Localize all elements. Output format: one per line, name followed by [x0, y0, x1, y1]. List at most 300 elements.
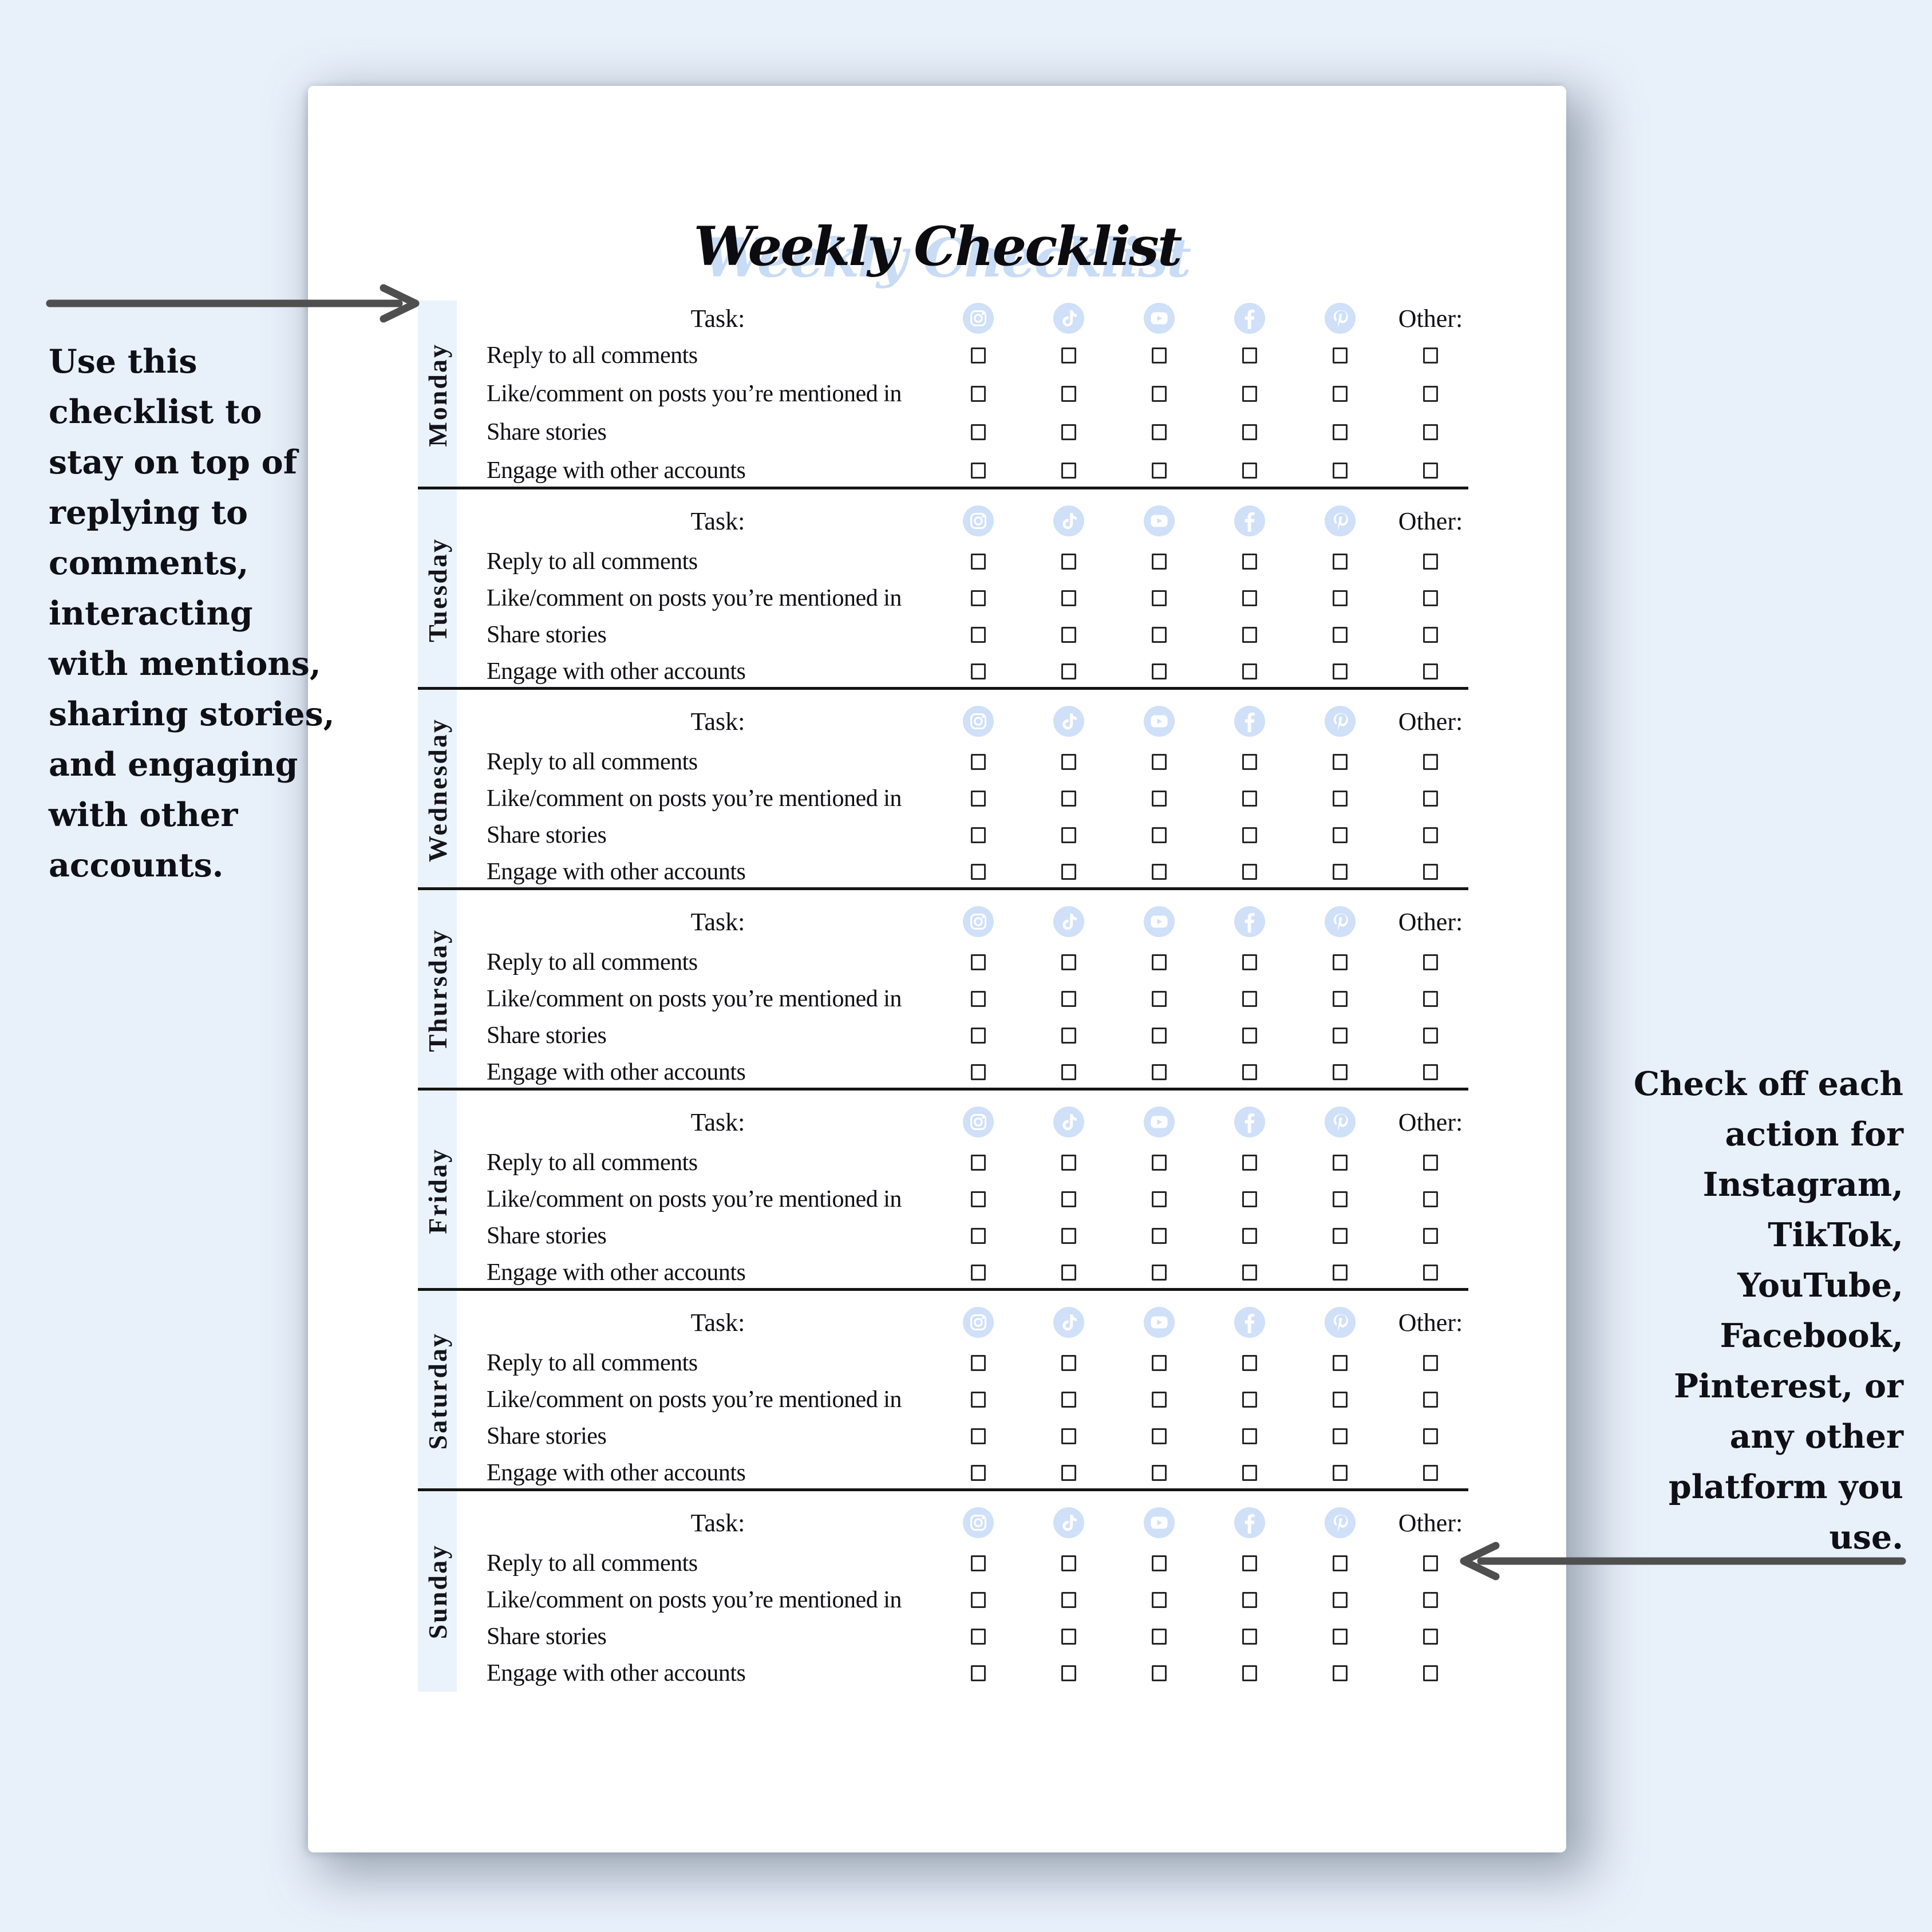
checkbox-youtube[interactable] [1152, 1028, 1167, 1044]
task-label: Engage with other accounts [487, 1660, 746, 1686]
checkbox-instagram[interactable] [971, 1629, 986, 1645]
platform-column-header [1204, 1107, 1295, 1137]
checkbox-instagram[interactable] [971, 1228, 986, 1244]
checkbox-other[interactable] [1423, 864, 1438, 880]
platform-column-header [1114, 303, 1204, 334]
checkbox-instagram[interactable] [971, 754, 986, 770]
checkbox-instagram[interactable] [971, 1265, 986, 1281]
checkbox-instagram[interactable] [971, 663, 986, 679]
checkbox-instagram[interactable] [971, 463, 986, 479]
checkbox-cell [1295, 347, 1385, 364]
checkbox-tiktok[interactable] [1061, 791, 1076, 807]
checkbox-facebook[interactable] [1242, 1392, 1257, 1408]
checkbox-other[interactable] [1423, 1665, 1438, 1681]
task-label: Like/comment on posts you’re mentioned in [487, 986, 902, 1012]
checkbox-facebook[interactable] [1242, 954, 1257, 970]
checkbox-youtube[interactable] [1152, 463, 1167, 479]
checkbox-facebook[interactable] [1242, 1629, 1257, 1645]
checkbox-youtube[interactable] [1152, 954, 1167, 970]
checkbox-cell [1024, 864, 1114, 880]
tiktok-icon [1053, 303, 1084, 334]
checkbox-cell [1024, 954, 1114, 970]
checkbox-cell [1114, 463, 1204, 479]
checkbox-pinterest[interactable] [1333, 386, 1348, 402]
checkbox-pinterest[interactable] [1333, 1629, 1348, 1645]
checkbox-cell [1295, 1629, 1385, 1645]
checkbox-pinterest[interactable] [1333, 1064, 1348, 1080]
checkbox-instagram[interactable] [971, 1064, 986, 1080]
checkbox-instagram[interactable] [971, 954, 986, 970]
checkbox-facebook[interactable] [1242, 1191, 1257, 1207]
checkbox-youtube[interactable] [1152, 1665, 1167, 1681]
task-label: Share stories [487, 1423, 607, 1449]
checkbox-tiktok[interactable] [1061, 1465, 1076, 1481]
day-section-friday [418, 1091, 1476, 1291]
checkbox-pinterest[interactable] [1333, 1155, 1348, 1171]
checkbox-pinterest[interactable] [1333, 1392, 1348, 1408]
checkbox-youtube[interactable] [1152, 791, 1167, 807]
left-annotation [49, 337, 335, 891]
checkbox-instagram[interactable] [971, 1592, 986, 1608]
checkbox-tiktok[interactable] [1061, 424, 1076, 440]
checkbox-youtube[interactable] [1152, 1155, 1167, 1171]
checkbox-youtube[interactable] [1152, 627, 1167, 643]
checkbox-pinterest[interactable] [1333, 1592, 1348, 1608]
checkbox-pinterest[interactable] [1333, 991, 1348, 1007]
pinterest-icon [1325, 1307, 1356, 1338]
checkbox-cell [933, 1555, 1024, 1571]
weekly-checklist-table [418, 301, 1476, 1692]
checkbox-facebook[interactable] [1242, 627, 1257, 643]
checkbox-cell [933, 1028, 1024, 1044]
checkbox-tiktok[interactable] [1061, 1155, 1076, 1171]
checkbox-instagram[interactable] [971, 1392, 986, 1408]
tiktok-icon [1053, 1307, 1084, 1338]
other-column-header: Other: [1398, 1308, 1463, 1337]
day-strip [418, 1491, 457, 1692]
checkbox-other[interactable] [1423, 1028, 1438, 1044]
checkbox-cell [933, 1228, 1024, 1244]
checkbox-youtube[interactable] [1152, 1392, 1167, 1408]
checkbox-youtube[interactable] [1152, 663, 1167, 679]
checkbox-pinterest[interactable] [1333, 1265, 1348, 1281]
checkbox-cell [1114, 791, 1204, 807]
checkbox-facebook[interactable] [1242, 590, 1257, 606]
checkbox-cell [1114, 827, 1204, 843]
checkbox-cell [1114, 1428, 1204, 1444]
checkbox-other[interactable] [1423, 1355, 1438, 1371]
checkbox-tiktok[interactable] [1061, 663, 1076, 679]
checkbox-youtube[interactable] [1152, 424, 1167, 440]
checkbox-instagram[interactable] [971, 627, 986, 643]
task-row [457, 1017, 1476, 1054]
checkbox-cell [1114, 1191, 1204, 1207]
note-line: Facebook, [1720, 1317, 1903, 1355]
other-column-header: Other: [1398, 1508, 1463, 1537]
checkbox-tiktok[interactable] [1061, 1555, 1076, 1571]
note-line: use. [1829, 1518, 1903, 1556]
checkbox-cell [933, 1265, 1024, 1281]
facebook-icon [1234, 1307, 1265, 1338]
other-column-header: Other: [1398, 507, 1463, 535]
platform-column-header [1114, 906, 1204, 937]
checkbox-tiktok[interactable] [1061, 554, 1076, 570]
checkbox-instagram[interactable] [971, 1191, 986, 1207]
checkbox-facebook[interactable] [1242, 463, 1257, 479]
checkbox-facebook[interactable] [1242, 864, 1257, 880]
checkbox-tiktok[interactable] [1061, 1228, 1076, 1244]
checkbox-other[interactable] [1423, 1465, 1438, 1481]
checkbox-other[interactable] [1423, 1155, 1438, 1171]
checkbox-facebook[interactable] [1242, 991, 1257, 1007]
checkbox-pinterest[interactable] [1333, 463, 1348, 479]
checkbox-cell [1024, 1428, 1114, 1444]
task-row [457, 1218, 1476, 1254]
checkbox-other[interactable] [1423, 424, 1438, 440]
checkbox-tiktok[interactable] [1061, 827, 1076, 843]
checkbox-cell [1295, 1465, 1385, 1481]
page-title: Weekly Checklist [693, 215, 1181, 278]
checkbox-pinterest[interactable] [1333, 1465, 1348, 1481]
checkbox-youtube[interactable] [1152, 991, 1167, 1007]
checkbox-cell [1295, 827, 1385, 843]
platform-column-header [933, 505, 1024, 536]
checkbox-youtube[interactable] [1152, 1265, 1167, 1281]
checkbox-tiktok[interactable] [1061, 1265, 1076, 1281]
note-line: any other [1729, 1417, 1903, 1456]
checkbox-tiktok[interactable] [1061, 754, 1076, 770]
task-label: Reply to all comments [487, 949, 698, 975]
checkbox-other[interactable] [1423, 991, 1438, 1007]
checkbox-instagram[interactable] [971, 386, 986, 402]
checkbox-instagram[interactable] [971, 1428, 986, 1444]
checkbox-cell [933, 554, 1024, 570]
platform-column-header [1295, 906, 1385, 937]
checkbox-instagram[interactable] [971, 1555, 986, 1571]
checkbox-instagram[interactable] [971, 1028, 986, 1044]
instagram-icon [963, 303, 994, 334]
checkbox-cell [1295, 1592, 1385, 1608]
checkbox-instagram[interactable] [971, 347, 986, 364]
checkbox-pinterest[interactable] [1333, 1228, 1348, 1244]
checkbox-other[interactable] [1423, 590, 1438, 606]
checkbox-pinterest[interactable] [1333, 347, 1348, 364]
checkbox-other[interactable] [1423, 1629, 1438, 1645]
checkbox-facebook[interactable] [1242, 827, 1257, 843]
checkbox-tiktok[interactable] [1061, 1428, 1076, 1444]
checkbox-cell [933, 954, 1024, 970]
checkbox-facebook[interactable] [1242, 754, 1257, 770]
task-label: Engage with other accounts [487, 457, 746, 484]
checkbox-youtube[interactable] [1152, 347, 1167, 364]
task-label: Reply to all comments [487, 342, 698, 369]
checkbox-cell [1204, 424, 1295, 440]
checkbox-other[interactable] [1423, 463, 1438, 479]
checkbox-cell [1295, 864, 1385, 880]
checkbox-facebook[interactable] [1242, 791, 1257, 807]
checkbox-facebook[interactable] [1242, 554, 1257, 570]
checkbox-pinterest[interactable] [1333, 1665, 1348, 1681]
checkbox-facebook[interactable] [1242, 1665, 1257, 1681]
task-label: Share stories [487, 1223, 607, 1249]
checkbox-tiktok[interactable] [1061, 463, 1076, 479]
task-row [457, 944, 1476, 981]
checkbox-cell [1385, 791, 1476, 807]
checkbox-youtube[interactable] [1152, 1629, 1167, 1645]
checkbox-instagram[interactable] [971, 1465, 986, 1481]
checkbox-pinterest[interactable] [1333, 424, 1348, 440]
checkbox-facebook[interactable] [1242, 663, 1257, 679]
checkbox-pinterest[interactable] [1333, 627, 1348, 643]
checkbox-pinterest[interactable] [1333, 590, 1348, 606]
checkbox-other[interactable] [1423, 1064, 1438, 1080]
task-row [457, 1545, 1476, 1582]
checkbox-cell [933, 1155, 1024, 1171]
checkbox-facebook[interactable] [1242, 1555, 1257, 1571]
checkbox-pinterest[interactable] [1333, 791, 1348, 807]
checkbox-other[interactable] [1423, 791, 1438, 807]
checkbox-tiktok[interactable] [1061, 991, 1076, 1007]
checkbox-instagram[interactable] [971, 590, 986, 606]
checkbox-tiktok[interactable] [1061, 347, 1076, 364]
checkbox-cell [1114, 386, 1204, 402]
checkbox-cell [1385, 1465, 1476, 1481]
checkbox-pinterest[interactable] [1333, 1428, 1348, 1444]
task-column-header: Task: [690, 907, 745, 936]
checkbox-other[interactable] [1423, 954, 1438, 970]
task-row [457, 1582, 1476, 1618]
checkbox-cell [1204, 1665, 1295, 1681]
checkbox-cell [1295, 1228, 1385, 1244]
checkbox-cell [933, 1592, 1024, 1608]
checkbox-youtube[interactable] [1152, 1465, 1167, 1481]
checkbox-tiktok[interactable] [1061, 627, 1076, 643]
checkbox-pinterest[interactable] [1333, 754, 1348, 770]
checkbox-pinterest[interactable] [1333, 827, 1348, 843]
checkbox-facebook[interactable] [1242, 1465, 1257, 1481]
checkbox-other[interactable] [1423, 554, 1438, 570]
checkbox-cell [1114, 1228, 1204, 1244]
checkbox-cell [1385, 1428, 1476, 1444]
checkbox-cell [1295, 554, 1385, 570]
checkbox-facebook[interactable] [1242, 1355, 1257, 1371]
day-section-saturday [418, 1291, 1476, 1491]
checkbox-cell [1024, 1555, 1114, 1571]
checkbox-pinterest[interactable] [1333, 864, 1348, 880]
checkbox-tiktok[interactable] [1061, 864, 1076, 880]
checkbox-cell [1204, 590, 1295, 606]
day-label: Thursday [422, 929, 452, 1052]
platform-column-header [1295, 706, 1385, 737]
checkbox-tiktok[interactable] [1061, 1629, 1076, 1645]
checkbox-cell [1114, 1465, 1204, 1481]
checkbox-other[interactable] [1423, 663, 1438, 679]
checkbox-cell [1024, 663, 1114, 679]
platform-column-header [1024, 1307, 1114, 1338]
checkbox-instagram[interactable] [971, 1355, 986, 1371]
checkbox-other[interactable] [1423, 754, 1438, 770]
checkbox-pinterest[interactable] [1333, 663, 1348, 679]
day-label: Sunday [422, 1543, 452, 1639]
checkbox-pinterest[interactable] [1333, 954, 1348, 970]
note-line: stay on top of [49, 443, 298, 481]
checkbox-other[interactable] [1423, 1228, 1438, 1244]
checkbox-pinterest[interactable] [1333, 1191, 1348, 1207]
checkbox-youtube[interactable] [1152, 1191, 1167, 1207]
checkbox-other[interactable] [1423, 827, 1438, 843]
checkbox-facebook[interactable] [1242, 1228, 1257, 1244]
checkbox-instagram[interactable] [971, 791, 986, 807]
instagram-icon [963, 706, 994, 737]
checkbox-tiktok[interactable] [1061, 954, 1076, 970]
checkbox-youtube[interactable] [1152, 554, 1167, 570]
task-label: Like/comment on posts you’re mentioned in [487, 1587, 902, 1613]
checkbox-facebook[interactable] [1242, 1428, 1257, 1444]
checkbox-youtube[interactable] [1152, 1355, 1167, 1371]
task-row [457, 413, 1476, 451]
checkbox-instagram[interactable] [971, 554, 986, 570]
task-column-header: Task: [690, 1308, 745, 1337]
checkbox-instagram[interactable] [971, 424, 986, 440]
day-section-thursday [418, 890, 1476, 1091]
checkbox-other[interactable] [1423, 1592, 1438, 1608]
checkbox-facebook[interactable] [1242, 386, 1257, 402]
platform-column-header [1114, 1507, 1204, 1538]
checkbox-cell [1204, 1155, 1295, 1171]
checkbox-cell [933, 627, 1024, 643]
checkbox-cell [933, 1428, 1024, 1444]
checkbox-cell [933, 386, 1024, 402]
task-row [457, 617, 1476, 653]
checkbox-tiktok[interactable] [1061, 1592, 1076, 1608]
checkbox-other[interactable] [1423, 1392, 1438, 1408]
checkbox-tiktok[interactable] [1061, 590, 1076, 606]
task-column-header: Task: [690, 304, 745, 333]
checkbox-facebook[interactable] [1242, 424, 1257, 440]
checkbox-facebook[interactable] [1242, 1265, 1257, 1281]
platform-column-header [933, 1307, 1024, 1338]
platform-column-header [1204, 303, 1295, 334]
checkbox-youtube[interactable] [1152, 1592, 1167, 1608]
checkbox-facebook[interactable] [1242, 1592, 1257, 1608]
checkbox-cell [1295, 1191, 1385, 1207]
checkbox-cell [1385, 754, 1476, 770]
checkbox-other[interactable] [1423, 1191, 1438, 1207]
task-row [457, 817, 1476, 854]
checkbox-youtube[interactable] [1152, 1228, 1167, 1244]
checkbox-pinterest[interactable] [1333, 1555, 1348, 1571]
checkbox-instagram[interactable] [971, 864, 986, 880]
checkbox-facebook[interactable] [1242, 1028, 1257, 1044]
checkbox-other[interactable] [1423, 1555, 1438, 1571]
checkbox-cell [1295, 1555, 1385, 1571]
checkbox-other[interactable] [1423, 627, 1438, 643]
checkbox-youtube[interactable] [1152, 864, 1167, 880]
checkbox-cell [1295, 1392, 1385, 1408]
day-strip [418, 489, 457, 690]
instagram-icon [963, 505, 994, 536]
checkbox-other[interactable] [1423, 386, 1438, 402]
checkbox-facebook[interactable] [1242, 347, 1257, 364]
checkbox-youtube[interactable] [1152, 754, 1167, 770]
checkbox-tiktok[interactable] [1061, 1392, 1076, 1408]
checkbox-youtube[interactable] [1152, 1555, 1167, 1571]
task-label: Reply to all comments [487, 1550, 698, 1577]
checkbox-tiktok[interactable] [1061, 1064, 1076, 1080]
checkbox-other[interactable] [1423, 1265, 1438, 1281]
checkbox-tiktok[interactable] [1061, 1191, 1076, 1207]
checkbox-cell [1114, 864, 1204, 880]
task-label: Share stories [487, 622, 607, 648]
platform-column-header [1024, 906, 1114, 937]
checkbox-tiktok[interactable] [1061, 1355, 1076, 1371]
day-grid [457, 890, 1476, 1091]
checkbox-cell [1385, 1028, 1476, 1044]
checkbox-cell [1024, 627, 1114, 643]
facebook-icon [1234, 906, 1265, 937]
task-row [457, 653, 1476, 690]
checkbox-cell [1024, 991, 1114, 1007]
checkbox-youtube[interactable] [1152, 386, 1167, 402]
checkbox-facebook[interactable] [1242, 1064, 1257, 1080]
youtube-icon [1144, 303, 1175, 334]
task-label: Engage with other accounts [487, 1059, 746, 1085]
task-row [457, 1618, 1476, 1655]
checkbox-other[interactable] [1423, 347, 1438, 364]
checkbox-youtube[interactable] [1152, 1064, 1167, 1080]
note-line: with mentions, [49, 645, 321, 683]
note-line: checklist to [49, 393, 262, 431]
header-row [457, 890, 1476, 944]
checkbox-pinterest[interactable] [1333, 1028, 1348, 1044]
task-row [457, 744, 1476, 780]
checkbox-tiktok[interactable] [1061, 1028, 1076, 1044]
day-section-monday [418, 301, 1476, 489]
day-grid [457, 489, 1476, 690]
checkbox-facebook[interactable] [1242, 1155, 1257, 1171]
day-strip [418, 1091, 457, 1291]
checkbox-pinterest[interactable] [1333, 1355, 1348, 1371]
checkbox-youtube[interactable] [1152, 590, 1167, 606]
checkbox-cell [1114, 1028, 1204, 1044]
checkbox-cell [1024, 1392, 1114, 1408]
checkbox-instagram[interactable] [971, 1665, 986, 1681]
checkbox-other[interactable] [1423, 1428, 1438, 1444]
checkbox-instagram[interactable] [971, 827, 986, 843]
right-arrow [1457, 1541, 1903, 1581]
checkbox-cell [1114, 1392, 1204, 1408]
other-column-header: Other: [1398, 304, 1463, 333]
checkbox-instagram[interactable] [971, 1155, 986, 1171]
checkbox-youtube[interactable] [1152, 1428, 1167, 1444]
checkbox-tiktok[interactable] [1061, 386, 1076, 402]
instagram-icon [963, 1107, 994, 1137]
checkbox-cell [1114, 1355, 1204, 1371]
checkbox-cell [1385, 1355, 1476, 1371]
checkbox-youtube[interactable] [1152, 827, 1167, 843]
platform-column-header [1024, 706, 1114, 737]
day-section-wednesday [418, 690, 1476, 890]
checkbox-pinterest[interactable] [1333, 554, 1348, 570]
checkbox-cell [1204, 1064, 1295, 1080]
right-annotation [1634, 1059, 1903, 1563]
checkbox-tiktok[interactable] [1061, 1665, 1076, 1681]
checkbox-instagram[interactable] [971, 991, 986, 1007]
checkbox-cell [933, 463, 1024, 479]
tiktok-icon [1053, 505, 1084, 536]
note-line: TikTok, [1768, 1216, 1903, 1254]
checkbox-cell [1204, 991, 1295, 1007]
